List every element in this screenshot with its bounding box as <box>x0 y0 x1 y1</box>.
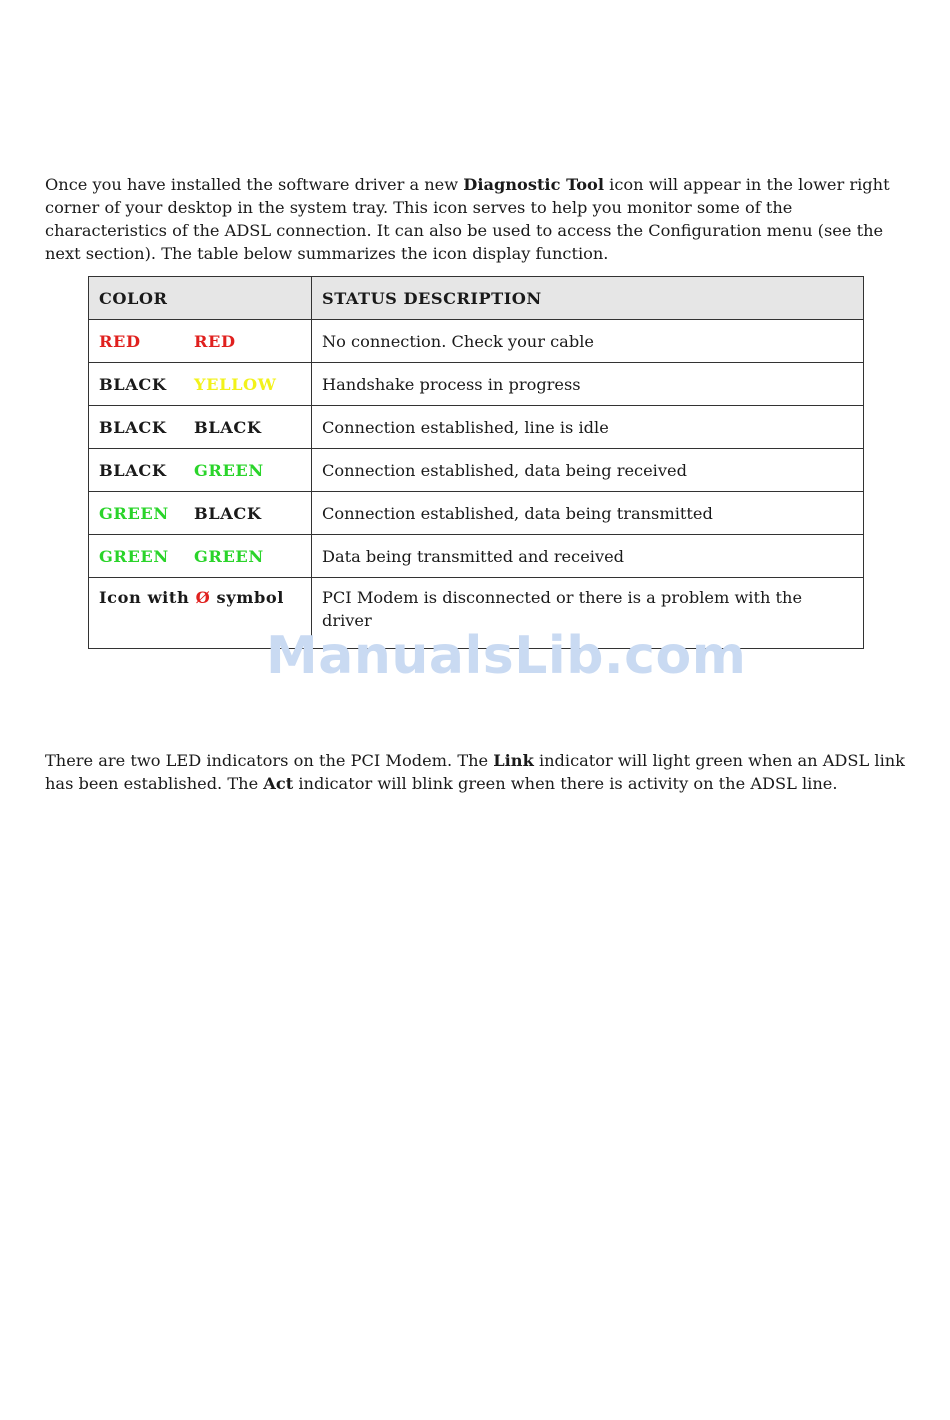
color-1: GREEN <box>99 503 169 523</box>
color-2: GREEN <box>194 460 264 480</box>
intro-text-2: icon will appear in the lower right corner of your desktop in the system tray. This icon serves to help you monitor some of the characteristics of the ADSL connection. It can also be used to access the Configuration menu (see the next section). The table below summarizes the icon display function. <box>45 175 890 263</box>
link-term: Link <box>493 751 534 770</box>
color-1: RED <box>99 331 141 351</box>
led-text-2: indicator will light green when an ADSL link has been established. The <box>45 751 905 793</box>
color-2: BLACK <box>194 503 262 523</box>
table-row <box>89 535 864 578</box>
description-cell: Connection established, data being transmitted <box>312 492 864 535</box>
color-2: RED <box>194 331 236 351</box>
icon-text-before: Icon with <box>99 588 196 607</box>
led-paragraph <box>45 749 915 795</box>
table-row <box>89 492 864 535</box>
act-term: Act <box>263 774 294 793</box>
table-row <box>89 449 864 492</box>
header-status-description: STATUS DESCRIPTION <box>312 277 864 320</box>
table-row <box>89 363 864 406</box>
color-cell <box>89 363 312 406</box>
description-cell: No connection. Check your cable <box>312 320 864 363</box>
description-cell: Connection established, data being received <box>312 449 864 492</box>
led-text-1: There are two LED indicators on the PCI Modem. The <box>45 751 494 770</box>
table-row <box>89 406 864 449</box>
diagnostic-tool-term: Diagnostic Tool <box>463 175 605 194</box>
color-cell <box>89 492 312 535</box>
description-cell: Handshake process in progress <box>312 363 864 406</box>
description-cell: Data being transmitted and received <box>312 535 864 578</box>
icon-status-table <box>88 276 864 649</box>
color-cell <box>89 449 312 492</box>
table-row <box>89 320 864 363</box>
color-cell <box>89 535 312 578</box>
color-2: BLACK <box>194 417 262 437</box>
intro-text-1: Once you have installed the software driver a new <box>45 175 464 194</box>
color-1: BLACK <box>99 374 167 394</box>
intro-paragraph <box>45 173 915 265</box>
color-2: YELLOW <box>194 374 277 394</box>
disconnect-symbol-icon: Ø <box>195 588 211 607</box>
watermark-logo: ManualsLib.com <box>266 626 747 686</box>
icon-text-after: symbol <box>210 588 285 607</box>
table-header-row <box>89 277 864 320</box>
color-cell <box>89 320 312 363</box>
description-cell: PCI Modem is disconnected or there is a problem with the driver <box>312 578 864 649</box>
color-2: GREEN <box>194 546 264 566</box>
color-1: BLACK <box>99 417 167 437</box>
color-1: GREEN <box>99 546 169 566</box>
led-text-3: indicator will blink green when there is activity on the ADSL line. <box>293 774 838 793</box>
header-color: COLOR <box>89 277 312 320</box>
description-cell: Connection established, line is idle <box>312 406 864 449</box>
color-cell <box>89 406 312 449</box>
color-1: BLACK <box>99 460 167 480</box>
